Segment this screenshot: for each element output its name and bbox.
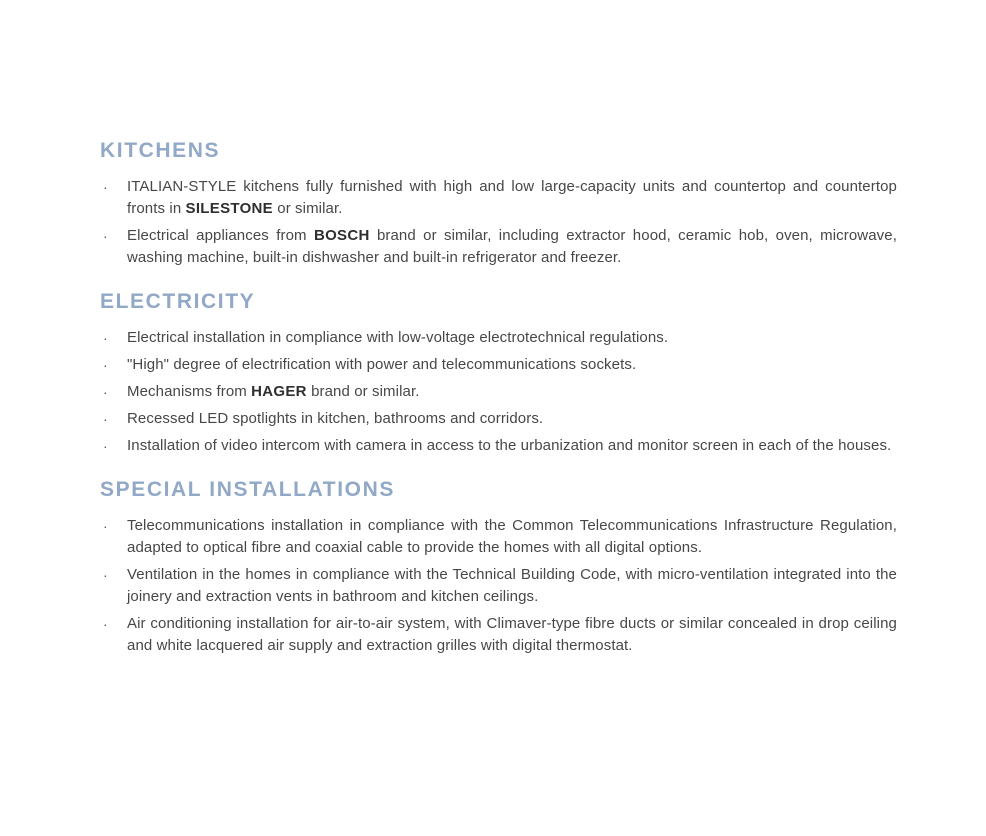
brand-name-hager: HAGER xyxy=(251,383,307,400)
text-segment: Electrical installation in compliance with low-voltage electrotechnical regulations. xyxy=(127,329,669,346)
bullet-item xyxy=(100,327,897,349)
text-segment: Recessed LED spotlights in kitchen, bathrooms and corridors. xyxy=(127,410,544,427)
bullet-list xyxy=(100,176,897,269)
bullet-list xyxy=(100,515,897,657)
bullet-text xyxy=(127,176,897,220)
section-title-electricity: ELECTRICITY xyxy=(100,290,256,313)
bullet-item xyxy=(100,564,897,608)
bullet-marker: · xyxy=(103,411,108,427)
bullet-marker: · xyxy=(103,228,108,244)
text-segment: or similar. xyxy=(272,200,343,217)
bullet-text xyxy=(127,354,897,376)
text-segment: brand or similar. xyxy=(306,383,420,400)
section-electricity xyxy=(100,290,897,457)
bullet-text xyxy=(127,225,897,269)
text-segment: ITALIAN-STYLE kitchens fully furnished with high and low large-capacity units and countertop and countertop fronts in xyxy=(127,178,897,217)
bullet-marker: · xyxy=(103,616,108,632)
bullet-text xyxy=(127,613,897,657)
bullet-text xyxy=(127,408,897,430)
bullet-item xyxy=(100,225,897,269)
text-segment: Electrical appliances from xyxy=(127,227,314,244)
text-segment: "High" degree of electrification with power and telecommunications sockets. xyxy=(127,356,637,373)
text-segment: Mechanisms from xyxy=(127,383,252,400)
bullet-item xyxy=(100,613,897,657)
bullet-marker: · xyxy=(103,357,108,373)
text-segment: brand or similar, including extractor hood, ceramic hob, oven, microwave, washing machine, built-in dishwasher and built-in refrigerator and freezer. xyxy=(127,227,897,266)
bullet-item xyxy=(100,354,897,376)
section-kitchens xyxy=(100,139,897,269)
bullet-marker: · xyxy=(103,567,108,583)
text-segment: Telecommunications installation in compliance with the Common Telecommunications Infrastructure Regulation, adapted to optical fibre and coaxial cable to provide the homes with all digital options. xyxy=(127,517,897,556)
bullet-item xyxy=(100,176,897,220)
section-title-special-installations: SPECIAL INSTALLATIONS xyxy=(100,478,395,501)
bullet-text xyxy=(127,381,897,403)
bullet-item xyxy=(100,381,897,403)
bullet-marker: · xyxy=(103,179,108,195)
bullet-marker: · xyxy=(103,384,108,400)
text-segment: Air conditioning installation for air-to-air system, with Climaver-type fibre ducts or similar concealed in drop ceiling and white lacquered air supply and extraction grilles with digital thermostat. xyxy=(127,615,897,654)
bullet-text xyxy=(127,515,897,559)
bullet-text xyxy=(127,435,897,457)
text-segment: Installation of video intercom with camera in access to the urbanization and monitor screen in each of the houses. xyxy=(127,437,892,454)
bullet-item xyxy=(100,515,897,559)
brand-name-bosch: BOSCH xyxy=(313,227,370,244)
bullet-marker: · xyxy=(103,438,108,454)
bullet-item xyxy=(100,435,897,457)
bullet-text xyxy=(127,327,897,349)
section-special-installations xyxy=(100,478,897,657)
brand-name-silestone: SILESTONE xyxy=(185,200,273,217)
bullet-item xyxy=(100,408,897,430)
bullet-text xyxy=(127,564,897,608)
section-title-kitchens: KITCHENS xyxy=(100,139,221,162)
bullet-list xyxy=(100,327,897,457)
text-segment: Ventilation in the homes in compliance with the Technical Building Code, with micro-ventilation integrated into the joinery and extraction vents in bathroom and kitchen ceilings. xyxy=(127,566,897,605)
bullet-marker: · xyxy=(103,330,108,346)
bullet-marker: · xyxy=(103,518,108,534)
